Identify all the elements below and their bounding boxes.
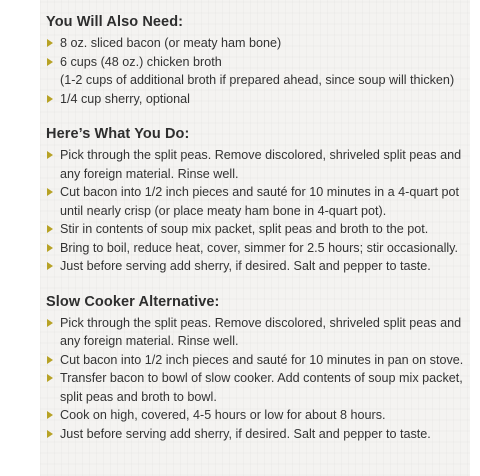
list-item — [46, 239, 464, 258]
list-item-text: 6 cups (48 oz.) chicken broth — [60, 54, 222, 69]
list-item-text: Cut bacon into 1/2 inch pieces and sauté for 10 minutes in pan on stove. — [60, 352, 464, 367]
list-item — [46, 220, 464, 239]
list-item — [46, 257, 464, 276]
list-item — [46, 53, 464, 90]
steps-list — [46, 146, 464, 276]
triangle-right-icon — [47, 430, 53, 438]
list-item — [46, 90, 464, 109]
triangle-right-icon — [47, 411, 53, 419]
list-item — [46, 369, 464, 406]
triangle-right-icon — [47, 244, 53, 252]
triangle-right-icon — [47, 151, 53, 159]
list-item-text: Just before serving add sherry, if desired. Salt and pepper to taste. — [60, 426, 431, 441]
list-item — [46, 34, 464, 53]
triangle-right-icon — [47, 188, 53, 196]
triangle-right-icon — [47, 39, 53, 47]
list-item — [46, 314, 464, 351]
list-item-text: Just before serving add sherry, if desired. Salt and pepper to taste. — [60, 259, 431, 273]
list-item — [46, 183, 464, 220]
list-item-subtext: (1-2 cups of additional broth if prepared ahead, since soup will thicken) — [60, 73, 455, 87]
steps-list — [46, 314, 464, 444]
section-heading: Slow Cooker Alternative: — [46, 293, 220, 310]
section-heading: Here’s What You Do: — [46, 126, 190, 142]
section-slow-cooker — [46, 294, 464, 444]
list-item-text: Stir in contents of soup mix packet, split peas and broth to the pot. — [60, 222, 429, 236]
list-item-text: Cut bacon into 1/2 inch pieces and sauté for 10 minutes in a 4-quart pot until nearly crisp (or place meaty ham bone in 4-quart pot). — [60, 185, 460, 218]
list-item-text: Bring to boil, reduce heat, cover, simmer for 2.5 hours; stir occasionally. — [60, 240, 459, 255]
section-heading: You Will Also Need: — [46, 14, 184, 30]
section-also-need — [46, 14, 464, 108]
list-item — [46, 146, 464, 183]
triangle-right-icon — [47, 356, 53, 364]
list-item-text: 8 oz. sliced bacon (or meaty ham bone) — [60, 36, 282, 50]
list-item-text: Transfer bacon to bowl of slow cooker. Add contents of soup mix packet, split peas and broth to bowl. — [60, 371, 463, 404]
section-what-you-do — [46, 126, 464, 276]
triangle-right-icon — [47, 319, 53, 327]
list-item — [46, 406, 464, 425]
triangle-right-icon — [47, 58, 53, 66]
list-item — [46, 351, 464, 370]
triangle-right-icon — [47, 262, 53, 270]
triangle-right-icon — [47, 225, 53, 233]
list-item — [46, 425, 464, 444]
recipe-instructions-card — [40, 0, 470, 476]
ingredient-list — [46, 34, 464, 108]
list-item-text: Pick through the split peas. Remove discolored, shriveled split peas and any foreign material. Rinse well. — [60, 315, 462, 348]
list-item-text: 1/4 cup sherry, optional — [60, 91, 190, 106]
list-item-text: Pick through the split peas. Remove discolored, shriveled split peas and any foreign material. Rinse well. — [60, 148, 462, 181]
triangle-right-icon — [47, 374, 53, 382]
list-item-text: Cook on high, covered, 4-5 hours or low for about 8 hours. — [60, 408, 386, 422]
triangle-right-icon — [47, 95, 53, 103]
